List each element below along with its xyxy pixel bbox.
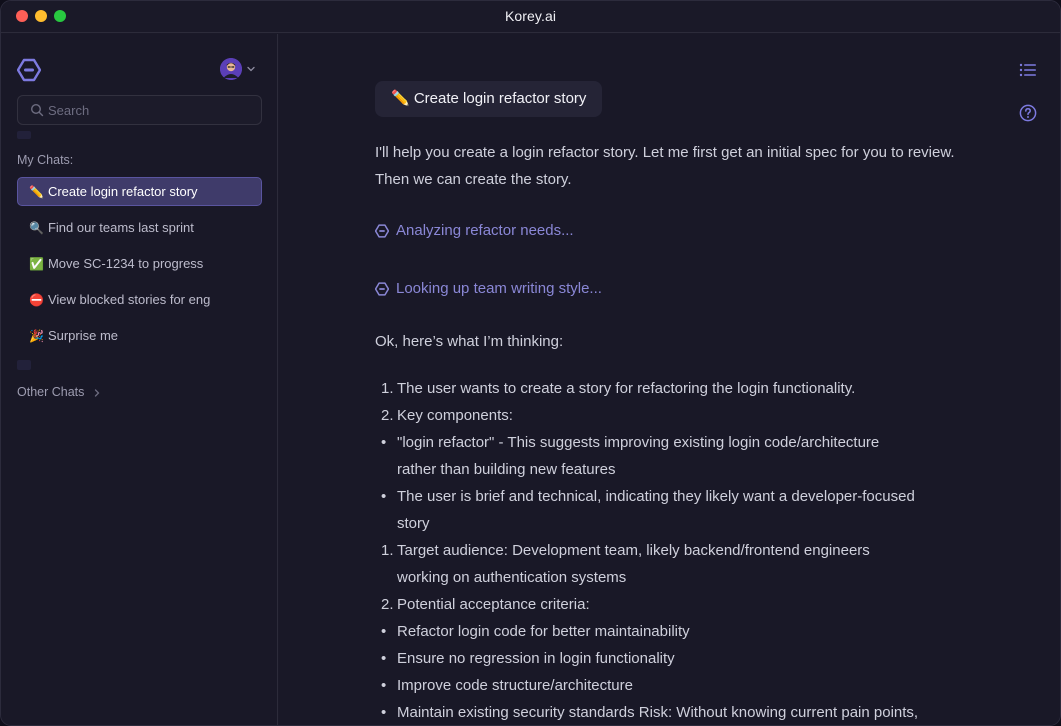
other-chats-toggle[interactable]: Other Chats	[17, 385, 85, 399]
title-bar	[1, 1, 1060, 33]
list-item-text: Maintain existing security standards Risk: Without knowing current pain points,	[397, 704, 919, 721]
list-item	[375, 591, 975, 618]
status-analyzing	[375, 222, 574, 239]
list-marker: •	[381, 488, 387, 505]
user-prompt-bubble: ✏️ Create login refactor story	[375, 81, 602, 117]
list-item-text: Ensure no regression in login functionality	[397, 650, 675, 667]
list-marker: •	[381, 650, 387, 667]
status-text: Analyzing refactor needs...	[396, 222, 574, 239]
list-item-text: rather than building new features	[397, 461, 616, 478]
assistant-intro-text: I'll help you create a login refactor story. Let me first get an initial spec for you to review. Then we can create the story.	[375, 144, 955, 188]
status-looking-up	[375, 280, 602, 297]
list-marker: •	[381, 677, 387, 694]
chat-item-surprise-me[interactable]	[17, 321, 262, 350]
chat-item-label: Surprise me	[47, 328, 119, 343]
list-marker: 1.	[381, 380, 394, 397]
list-item	[375, 537, 975, 564]
list-item	[375, 699, 975, 726]
search-icon	[30, 103, 44, 117]
list-marker: •	[381, 434, 387, 451]
list-marker: 2.	[381, 596, 394, 613]
chat-item-label: View blocked stories for eng	[47, 292, 211, 307]
list-item	[375, 672, 975, 699]
list-item	[375, 429, 975, 456]
chat-item-label: Find our teams last sprint	[47, 220, 194, 235]
list-marker: 1.	[381, 542, 394, 559]
list-item-text: Improve code structure/architecture	[397, 677, 633, 694]
my-chats-label: My Chats:	[17, 153, 74, 167]
korey-status-icon	[375, 282, 389, 296]
list-item-text: "login refactor" - This suggests improving existing login code/architecture	[397, 434, 880, 451]
list-marker: •	[381, 623, 387, 640]
check-icon: ✅	[29, 257, 44, 271]
list-item-text: Potential acceptance criteria:	[397, 596, 590, 613]
list-item-text: Target audience: Development team, likely backend/frontend engineers	[397, 542, 870, 559]
korey-status-icon	[375, 224, 389, 238]
chat-item-create-login-refactor-story[interactable]	[17, 177, 262, 206]
magnifier-icon: 🔍	[29, 221, 44, 235]
chat-item-view-blocked-stories-for-eng[interactable]	[17, 285, 262, 314]
divider-marker	[17, 360, 31, 370]
chat-panel	[279, 34, 1061, 726]
list-item	[375, 402, 975, 429]
chat-item-move-sc-1234-to-progress[interactable]	[17, 249, 262, 278]
user-avatar[interactable]	[220, 58, 242, 80]
no-entry-icon: ⛔	[29, 293, 44, 307]
chat-item-label: Move SC-1234 to progress	[47, 256, 204, 271]
list-item	[375, 375, 975, 402]
list-item-text: The user is brief and technical, indicating they likely want a developer-focused	[397, 488, 915, 505]
list-item	[375, 618, 975, 645]
chevron-down-icon[interactable]	[246, 64, 256, 74]
list-item	[375, 645, 975, 672]
chat-item-find-our-teams-last-sprint[interactable]	[17, 213, 262, 242]
list-icon[interactable]	[1019, 62, 1037, 78]
list-item-text: working on authentication systems	[397, 569, 627, 586]
list-item-text: Refactor login code for better maintainability	[397, 623, 690, 640]
chat-item-label: Create login refactor story	[47, 184, 198, 199]
search-field[interactable]	[17, 95, 262, 125]
list-item-text: The user wants to create a story for refactoring the login functionality.	[397, 380, 856, 397]
pencil-icon: ✏️	[29, 185, 44, 199]
search-input[interactable]	[48, 96, 253, 124]
divider-marker	[17, 131, 31, 139]
list-item	[375, 483, 975, 510]
chevron-right-icon[interactable]	[93, 388, 101, 398]
list-item-text: story	[397, 515, 430, 532]
sidebar	[1, 34, 278, 726]
list-item-text: Key components:	[397, 407, 513, 424]
status-text: Looking up team writing style...	[396, 280, 602, 297]
list-item-continuation	[375, 456, 975, 483]
help-icon[interactable]	[1019, 104, 1037, 122]
list-item-continuation	[375, 564, 975, 591]
party-popper-icon: 🎉	[29, 329, 44, 343]
korey-logo-icon[interactable]	[17, 58, 41, 82]
list-item-continuation	[375, 510, 975, 537]
thinking-intro-text: Ok, here’s what I’m thinking:	[375, 333, 564, 350]
window-title: Korey.ai	[504, 8, 557, 24]
list-marker: •	[381, 704, 387, 721]
list-marker: 2.	[381, 407, 394, 424]
